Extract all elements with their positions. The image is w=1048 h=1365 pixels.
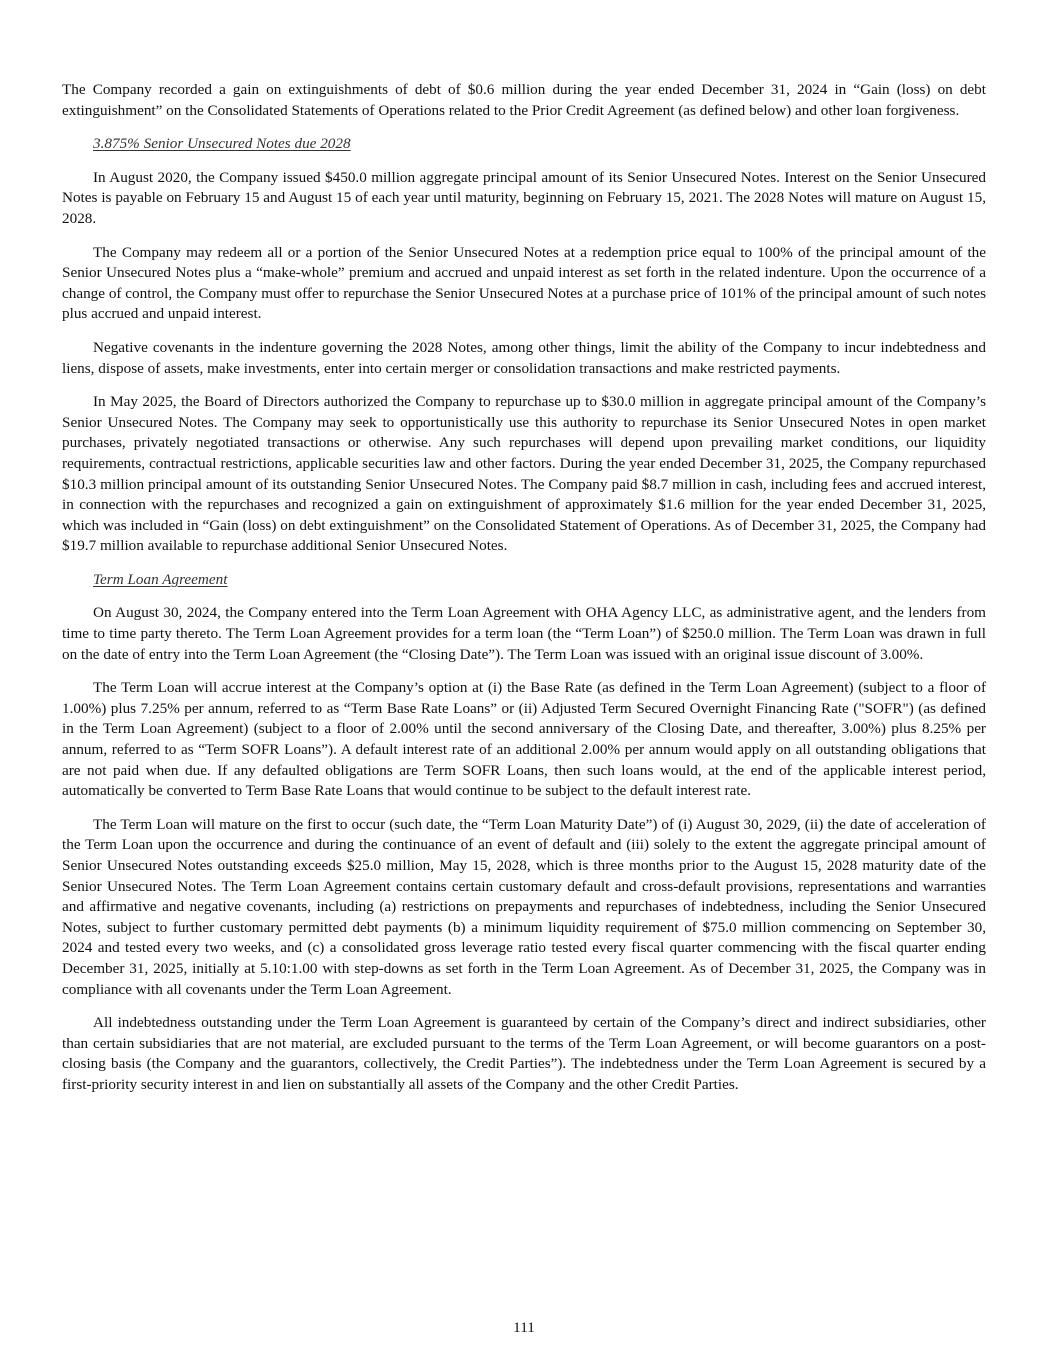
senior-notes-heading: 3.875% Senior Unsecured Notes due 2028	[93, 135, 351, 153]
intro-paragraph: The Company recorded a gain on extinguishments of debt of $0.6 million during the year ended December 31, 2024 in “Gain (loss) on debt extinguishment” on the Consolidated Statements of Operations related to the Prior Credit Agreement (as defined below) and other loan forgiveness.	[62, 81, 986, 119]
senior-notes-issuance-paragraph: In August 2020, the Company issued $450.0 million aggregate principal amount of its Senior Unsecured Notes. Interest on the Senior Unsecured Notes is payable on February 15 and August 15 of each year until maturity, beginning on February 15, 2021. The 2028 Notes will mature on August 15, 2028.	[62, 168, 986, 227]
senior-notes-redemption-paragraph: The Company may redeem all or a portion of the Senior Unsecured Notes at a redemption price equal to 100% of the principal amount of the Senior Unsecured Notes plus a “make-whole” premium and accrued and unpaid interest as set forth in the related indenture. Upon the occurrence of a change of control, the Company must offer to repurchase the Senior Unsecured Notes at a purchase price of 101% of the principal amount of such notes plus accrued and unpaid interest.	[62, 243, 986, 323]
term-loan-interest-paragraph: The Term Loan will accrue interest at the Company’s option at (i) the Base Rate (as defined in the Term Loan Agreement) (subject to a floor of 1.00%) plus 7.25% per annum, referred to as “Term Base Rate Loans” or (ii) Adjusted Term Secured Overnight Financing Rate ("SOFR") (as defined in the Term Loan Agreement) (subject to a floor of 2.00% until the second anniversary of the Closing Date, and thereafter, 3.00%) plus 8.25% per annum, referred to as “Term SOFR Loans”). A default interest rate of an additional 2.00% per annum would apply on all outstanding obligations that are not paid when due. If any defaulted obligations are Term SOFR Loans, then such loans would, at the end of the applicable interest period, automatically be converted to Term Base Rate Loans that would continue to be subject to the default interest rate.	[62, 679, 986, 800]
term-loan-guarantee-paragraph: All indebtedness outstanding under the Term Loan Agreement is guaranteed by certain of the Company’s direct and indirect subsidiaries, other than certain subsidiaries that are not material, are excluded pursuant to the terms of the Term Loan Agreement, or will become guarantors on a post-closing basis (the Company and the guarantors, collectively, the Credit Parties”). The indebtedness under the Term Loan Agreement is secured by a first-priority security interest in and lien on substantially all assets of the Company and the other Credit Parties.	[62, 1014, 986, 1093]
page-number: 111	[513, 1319, 535, 1336]
senior-notes-repurchase-paragraph: In May 2025, the Board of Directors authorized the Company to repurchase up to $30.0 million in aggregate principal amount of the Company’s Senior Unsecured Notes. The Company may seek to opportunistically use this authority to repurchase its Senior Unsecured Notes in open market purchases, privately negotiated transactions or otherwise. Any such repurchases will depend upon prevailing market conditions, our liquidity requirements, contractual restrictions, applicable securities law and other factors. During the year ended December 31, 2025, the Company repurchased $10.3 million principal amount of its outstanding Senior Unsecured Notes. The Company paid $8.7 million in cash, including fees and accrued interest, in connection with the repurchases and recognized a gain on extinguishment of approximately $1.6 million for the year ended December 31, 2025, which was included in “Gain (loss) on debt extinguishment” on the Consolidated Statement of Operations. As of December 31, 2025, the Company had $19.7 million available to repurchase additional Senior Unsecured Notes.	[62, 393, 986, 555]
term-loan-entry-paragraph: On August 30, 2024, the Company entered into the Term Loan Agreement with OHA Agency LLC, as administrative agent, and the lenders from time to time party thereto. The Term Loan Agreement provides for a term loan (the “Term Loan”) of $250.0 million. The Term Loan was drawn in full on the date of entry into the Term Loan Agreement (the “Closing Date”). The Term Loan was issued with an original issue discount of 3.00%.	[62, 604, 986, 663]
term-loan-maturity-paragraph: The Term Loan will mature on the first to occur (such date, the “Term Loan Maturity Date”) of (i) August 30, 2029, (ii) the date of acceleration of the Term Loan upon the occurrence and during the continuance of an event of default and (iii) solely to the extent the aggregate principal amount of Senior Unsecured Notes outstanding exceeds $25.0 million, May 15, 2028, which is three months prior to the August 15, 2028 maturity date of the Senior Unsecured Notes. The Term Loan Agreement contains certain customary default and cross-default provisions, representations and warranties and affirmative and negative covenants, including (a) restrictions on prepayments and repurchases of indebtedness, including the Senior Unsecured Notes, subject to further customary permitted debt payments (b) a minimum liquidity requirement of $75.0 million commencing on September 30, 2024 and tested every two weeks, and (c) a consolidated gross leverage ratio tested every fiscal quarter commencing with the fiscal quarter ending December 31, 2025, initially at 5.10:1.00 with step-downs as set forth in the Term Loan Agreement. As of December 31, 2025, the Company was in compliance with all covenants under the Term Loan Agreement.	[62, 815, 986, 998]
term-loan-heading: Term Loan Agreement	[93, 570, 228, 588]
document-page	[62, 80, 986, 1109]
senior-notes-covenants-paragraph: Negative covenants in the indenture governing the 2028 Notes, among other things, limit the ability of the Company to incur indebtedness and liens, dispose of assets, make investments, enter into certain merger or consolidation transactions and make restricted payments.	[62, 338, 986, 377]
